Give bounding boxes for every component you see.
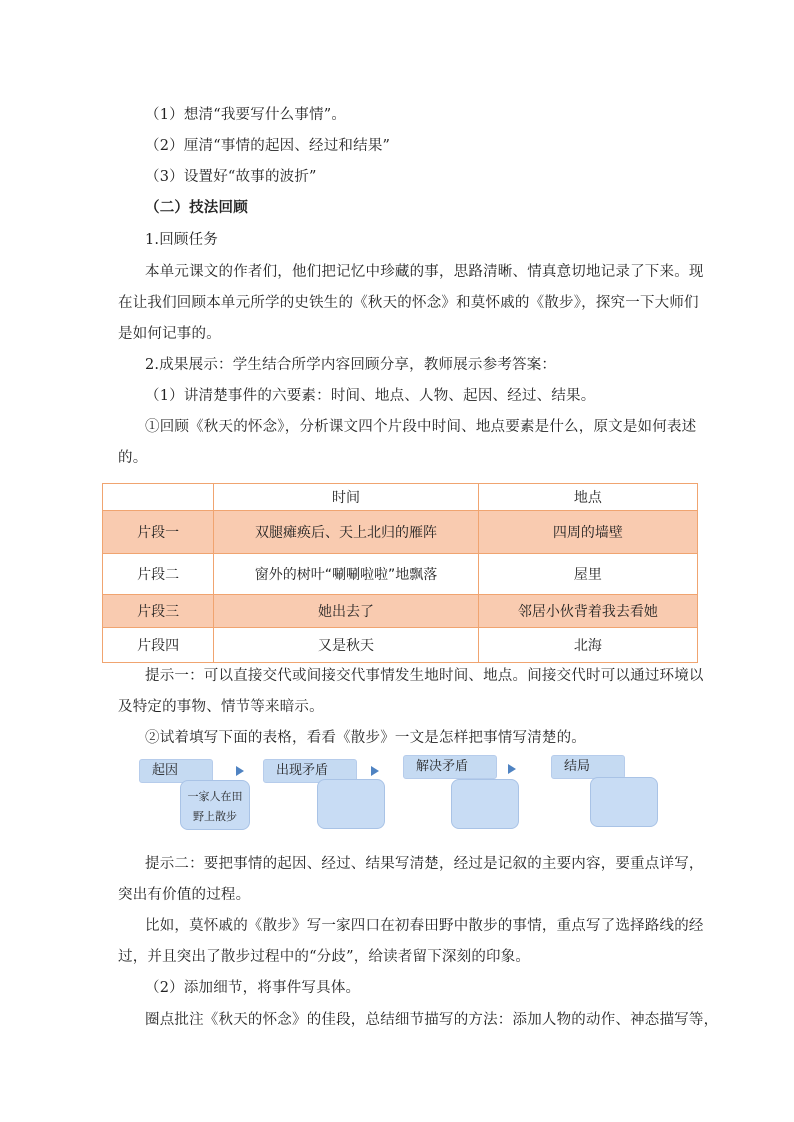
table-cell: 片段二 — [103, 554, 214, 595]
flow-box-text: 野上散步 — [193, 810, 237, 823]
arrow-right-icon — [508, 764, 516, 774]
flow-box-cause — [180, 780, 250, 830]
tip-2a: 提示二：要把事情的起因、经过、结果写清楚，经过是记叙的主要内容，要重点详写， — [145, 856, 704, 872]
table-row — [103, 554, 698, 595]
table-row — [103, 595, 698, 628]
arrow-right-icon — [236, 766, 244, 776]
para-9: ②试着填写下面的表格，看看《散步》一文是怎样把事情写清楚的。 — [145, 730, 586, 746]
tip-1a: 提示一：可以直接交代或间接交代事情发生地时间、地点。间接交代时可以通过环境以 — [145, 668, 704, 684]
para-11: （2）添加细节，将事件写具体。 — [145, 980, 361, 996]
table-cell: 邻居小伙背着我去看她 — [478, 595, 697, 628]
flow-box-text: 一家人在田 — [187, 790, 243, 803]
tip-1b: 及特定的事物、情节等来暗示。 — [118, 699, 324, 715]
para-2: （2）厘清“事情的起因、经过和结果” — [145, 138, 391, 154]
table-cell: 四周的墙壁 — [478, 511, 697, 554]
table-cell: 片段四 — [103, 628, 214, 663]
table-cell: 窗外的树叶“唰唰啦啦”地飘落 — [214, 554, 479, 595]
para-6: 2.成果展示：学生结合所学内容回顾分享，教师展示参考答案： — [145, 357, 557, 373]
table-header-cell: 地点 — [478, 484, 697, 511]
para-4: 1.回顾任务 — [145, 232, 219, 248]
table-header-cell: 时间 — [214, 484, 479, 511]
para-8a: ①回顾《秋天的怀念》，分析课文四个片段中时间、地点要素是什么，原文是如何表述 — [145, 419, 697, 435]
para-5b: 在让我们回顾本单元所学的史铁生的《秋天的怀念》和莫怀戚的《散步》，探究一下大师们 — [118, 295, 699, 311]
para-5a: 本单元课文的作者们，他们把记忆中珍藏的事，思路清晰、情真意切地记录了下来。现 — [145, 264, 704, 280]
para-10b: 过，并且突出了散步过程中的“分歧”，给读者留下深刻的印象。 — [118, 949, 531, 965]
tip-2b: 突出有价值的过程。 — [118, 887, 251, 903]
flow-box-ending[interactable] — [590, 777, 658, 827]
para-3: （3）设置好“故事的波折” — [145, 169, 317, 185]
section-heading: （二）技法回顾 — [145, 199, 248, 216]
table-row — [103, 628, 698, 663]
para-1: （1）想清“我要写什么事情”。 — [145, 107, 347, 123]
table-cell: 片段一 — [103, 511, 214, 554]
flow-stage-conflict: 出现矛盾 — [263, 759, 357, 783]
para-8b: 的。 — [118, 450, 148, 466]
table-row — [103, 511, 698, 554]
flow-box-conflict[interactable] — [317, 779, 385, 829]
table-header-row — [103, 484, 698, 511]
flow-stage-ending: 结局 — [551, 755, 625, 779]
table-cell: 屋里 — [478, 554, 697, 595]
flow-box-resolve[interactable] — [451, 779, 519, 829]
para-7: （1）讲清楚事件的六要素：时间、地点、人物、起因、经过、结果。 — [145, 388, 596, 404]
table-cell: 北海 — [478, 628, 697, 663]
elements-table — [102, 483, 698, 663]
para-12: 圈点批注《秋天的怀念》的佳段，总结细节描写的方法：添加人物的动作、神态描写等， — [145, 1012, 719, 1028]
table-cell: 片段三 — [103, 595, 214, 628]
flow-stage-resolve: 解决矛盾 — [403, 755, 497, 779]
flow-stage-cause: 起因 — [139, 759, 213, 783]
para-10a: 比如，莫怀戚的《散步》写一家四口在初春田野中散步的事情，重点写了选择路线的经 — [145, 918, 704, 934]
table-cell: 双腿瘫痪后、天上北归的雁阵 — [214, 511, 479, 554]
table-header-cell — [103, 484, 214, 511]
para-5c: 是如何记事的。 — [118, 326, 221, 342]
arrow-right-icon — [371, 766, 379, 776]
table-cell: 又是秋天 — [214, 628, 479, 663]
table-cell: 她出去了 — [214, 595, 479, 628]
